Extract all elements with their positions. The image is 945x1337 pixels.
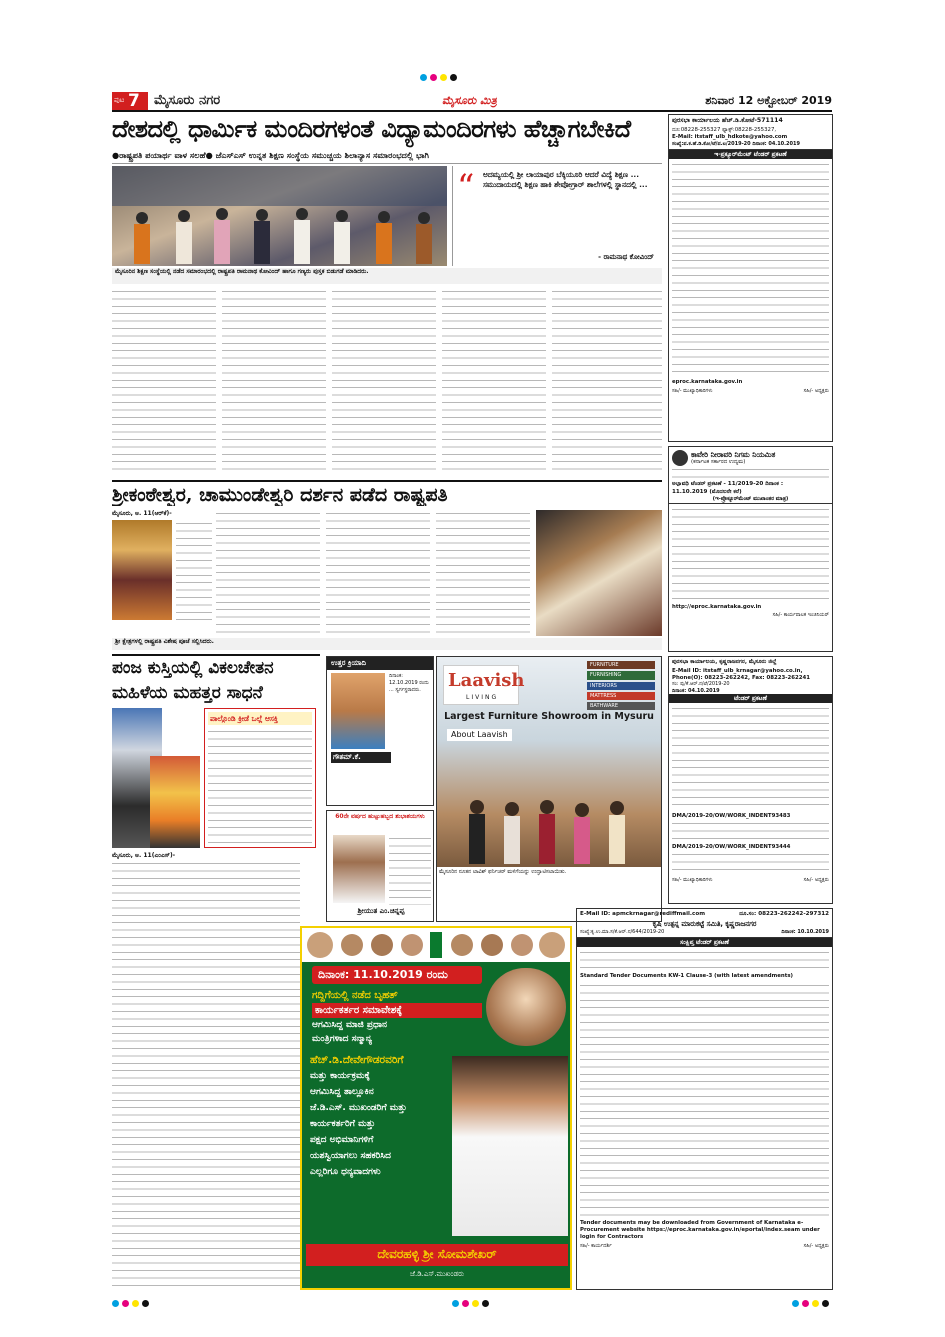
- political-line: ಯಶಸ್ವಿಯಾಗಲು ಸಹಕರಿಸಿದ: [310, 1151, 391, 1161]
- political-candidate-photo: [452, 1056, 568, 1236]
- tender-notice-3: [668, 656, 833, 904]
- registration-marks-top: [420, 74, 520, 82]
- tender2-sign: ಸಹಿ/- ಕಾರ್ಯಪಾಲಕ ಇಂಜಿನಿಯರ್: [772, 612, 829, 619]
- story2-dateline: ಮೈಸೂರು, ಅ. 11(ಆರ್‌ಕೆ)-: [112, 510, 172, 517]
- birthday-name: ಶ್ರೀಯುತ ಎಂ.ಚಿನ್ನಪ್ಪ: [357, 907, 405, 915]
- tender1-email: E-Mail: itstaff_ulb_hdkote@yahoo.com: [672, 133, 788, 140]
- tender1-office: ಪುರಸಭಾ ಕಾರ್ಯಾಲಯ ಹೆಚ್.ಡಿ.ಕೋಟೆ-571114: [672, 117, 783, 124]
- tender3-ref: ಸಂ: ಪು/ಕೆ.ಆರ್.ನ/ಟೆ/2019-20: [672, 681, 730, 688]
- political-line: ಜೆ.ಡಿ.ಎಸ್. ಮುಖಂಡರಿಗೆ ಮತ್ತು: [310, 1103, 407, 1113]
- quote-mark-icon: “: [457, 167, 475, 207]
- political-line: ಕಾರ್ಯಕರ್ತರ ಸಮಾವೇಶಕ್ಕೆ: [312, 1003, 482, 1018]
- lead-caption: ಮೈಸೂರಿನ ಶಿಕ್ಷಣ ಸಂಸ್ಥೆಯಲ್ಲಿ ನಡೆದ ಸಮಾರಂಭದಲ್ಲಿ ರಾಷ್ಟ್ರಪತಿ ರಾಮನಾಥ ಕೋವಿಂದ್ ಹಾಗೂ ಗಣ್ಯರು ಪುಸ್ತಕ ಬಿಡುಗಡೆ ಮಾಡಿದರು.: [112, 268, 662, 284]
- tender3-date: ದಿನಾಂಕ: 04.10.2019: [672, 687, 720, 694]
- furniture-logo: [443, 665, 525, 705]
- furniture-ad: [436, 656, 662, 922]
- tender4-date: ದಿನಾಂಕ: 10.10.2019: [781, 929, 829, 936]
- page-number: 7: [128, 92, 140, 110]
- birthday-title: 60ನೇ ವರ್ಷದ ಹುಟ್ಟುಹಬ್ಬದ ಶುಭಾಶಯಗಳು: [335, 813, 425, 820]
- tender1-sign2: ಸಹಿ/- ಅಧ್ಯಕ್ಷರು: [803, 387, 829, 394]
- political-sub: ಜೆ.ಡಿ.ಎಸ್.ಮುಖಂಡರು: [409, 1270, 465, 1278]
- story3-dateline: ಮೈಸೂರು, ಅ. 11(ಎಂಎಸ್)-: [112, 852, 176, 859]
- story2-body-col-3: [436, 510, 530, 652]
- tender4-title: ಸಂಕ್ಷಿಪ್ತ ಟೆಂಡರ್ ಪ್ರಕಟಣೆ: [577, 938, 832, 948]
- lead-photo: [112, 166, 447, 266]
- furniture-brand: Laavish: [448, 670, 525, 691]
- story2-body-col-2: [326, 510, 430, 652]
- furniture-menu: [587, 661, 655, 710]
- tender4-email: E-Mail ID: apmckrnagar@rediffmail.com: [580, 911, 706, 917]
- tender2-notice: ಅಲ್ಪಾವಧಿ ಟೆಂಡರ್ ಪ್ರಕಟಣೆ - 11/2019-20 ದಿನಾಂಕ :: [672, 481, 784, 487]
- registration-marks-bottom: [112, 1300, 832, 1308]
- furniture-menu-item: MATTRESS: [587, 692, 655, 700]
- tender2-url: http://eproc.karnataka.gov.in: [672, 603, 762, 610]
- tender-notice-4: [576, 908, 833, 1290]
- lead-body-col-4: [442, 288, 546, 476]
- story3-box-title: ಪಾಲ್ಗೊಂಡಿ ಕ್ರೀಡೆ ಒಲ್ಲೆ ಆಸಕ್ತಿ: [208, 712, 312, 725]
- furniture-menu-item: INTERIORS: [587, 682, 655, 690]
- tender1-ref: ಸಂಖ್ಯೆ:ಪ.ಕ.ಹೆ.ಡಿ.ಕೋ/ಟೆ/ಪ.ಟ/2019-20 ದಿನಾಂಕ: 04.10.2019: [669, 140, 832, 149]
- tender2-notice3: (ಇ-ಪ್ರೊಕ್ಯೂರ್‌ಮೆಂಟ್ ಮುಖಾಂತರ ಮಾತ್ರ): [669, 496, 832, 504]
- tender3-email: E-Mail ID: itstaff_ulb_krnagar@yahoo.co.in,: [672, 667, 803, 674]
- section-title: ಮೈಸೂರು ನಗರ: [154, 93, 221, 108]
- tender4-sign2: ಸಹಿ/- ಅಧ್ಯಕ್ಷರು: [803, 1242, 829, 1249]
- story2-photo-left: [112, 510, 212, 620]
- political-lines-bottom: [310, 1052, 450, 1180]
- tender-notice-1: [668, 114, 833, 442]
- political-line: ಹೆಚ್.ಡಿ.ದೇವೇಗೌಡರವರಿಗೆ: [310, 1054, 404, 1066]
- lead-photo-figures: [112, 166, 447, 266]
- birthday-photo: [333, 835, 385, 903]
- tender2-notice2: 11.10.2019 (ಮೊದಲನೇ ಕರೆ): [672, 488, 742, 495]
- political-line: ಮತ್ತು ಕಾರ್ಯಕ್ರಮಕ್ಕೆ: [310, 1071, 370, 1081]
- issue-date: ಶನಿವಾರ 12 ಅಕ್ಟೋಬರ್ 2019: [705, 94, 832, 107]
- masthead: [112, 90, 832, 112]
- lead-body-col-3: [332, 288, 436, 476]
- political-line: ಪಕ್ಷದ ಅಭಿಮಾನಿಗಳಿಗೆ: [310, 1135, 374, 1145]
- tender3-office: ಪುರಸಭಾ ಕಾರ್ಯಾಲಯ, ಕೃಷ್ಣರಾಜನಗರ, ಮೈಸೂರು ಜಿಲ್ಲೆ: [672, 659, 777, 665]
- political-leader-photo: [486, 968, 566, 1046]
- tender4-ref: ಸಂಖ್ಯೆ:ಕೃ.ಉ.ಮಾ.ಸ/ಕೆ.ಆರ್.ನ/644/2019-20: [580, 929, 665, 936]
- tender1-title: ಇ-ಪ್ರಕ್ಯೂರ್‌ಮೆಂಟ್ ಟೆಂಡರ್ ಪ್ರಕಟಣೆ: [669, 150, 832, 160]
- story2-headline: ಶ್ರೀಕಂಠೇಶ್ವರ, ಚಾಮುಂಡೇಶ್ವರಿ ದರ್ಶನ ಪಡೆದ ರಾಷ್ಟ್ರಪತಿ: [112, 480, 662, 506]
- story2-caption: ಶ್ರೀ ಕ್ಷೇತ್ರಗಳಲ್ಲಿ ರಾಷ್ಟ್ರಪತಿ ವಿಶೇಷ ಪೂಜೆ ಸಲ್ಲಿಸಿದರು.: [112, 638, 662, 650]
- political-ad-header: [302, 928, 570, 962]
- furniture-about: About Laavish: [447, 729, 512, 741]
- tender4-office: ಕೃಷಿ ಉತ್ಪನ್ನ ಮಾರುಕಟ್ಟೆ ಸಮಿತಿ, ಕೃಷ್ಣರಾಜನಗರ: [652, 919, 757, 928]
- political-line: ಗದ್ದಿಗೆಯಲ್ಲಿ ನಡೆದ ಬೃಹತ್: [312, 990, 398, 1001]
- tender2-org-sub: (ಕರ್ನಾಟಕ ಸರ್ಕಾರದ ಉದ್ಯಮ): [691, 459, 746, 466]
- political-line: ಕಾರ್ಯಕರ್ತರಿಗೆ ಮತ್ತು: [310, 1119, 376, 1129]
- tender4-download: Tender documents may be downloaded from Government of Karnataka e-Procurement website https://eproc.karnataka.gov.in/eportal/index.seam under login for Contractors: [580, 1219, 820, 1240]
- lead-headline: ದೇಶದಲ್ಲಿ ಧಾರ್ಮಿಕ ಮಂದಿರಗಳಂತೆ ವಿದ್ಯಾಮಂದಿರಗಳು ಹೆಚ್ಚಾಗಬೇಕಿದೆ: [112, 114, 631, 143]
- story3-sidebar-box: [204, 708, 316, 848]
- quote-text: ಅದಮ್ಯಯಲ್ಲಿ ಶ್ರೀ ಲಾಯಾಪುರ ಬೆಕ್ಕಿಯೂರಿ ಆದರೆ ವಿದ್ಯೆ ಶಿಕ್ಷಣ ... ಸಮುದಾಯದಲ್ಲಿ ಶಿಕ್ಷಣ ಹಾಕಿ ಶೇವೋಗ್ರಾರ್ ಶಾಲೆಗಳಲ್ಲಿ ಸ್ಥಾನದಲ್ಲಿ ...: [483, 170, 648, 189]
- tender1-phone: ದೂ:08228-255327 ಫ್ಯಾಕ್ಸ್:08228-255327,: [672, 126, 777, 133]
- obituary-photo: [331, 673, 385, 749]
- story3-body: [112, 860, 300, 1290]
- page-label-box: [112, 92, 148, 110]
- story2-body-col-1: [216, 510, 320, 652]
- page-label: ಪುಟ: [114, 96, 125, 104]
- tender2-org: ಕಾವೇರಿ ನೀರಾವರಿ ನಿಗಮ ನಿಯಮಿತ: [691, 450, 776, 459]
- story2-temple-photo: [112, 520, 172, 620]
- story2-photo-right: [536, 510, 662, 636]
- political-lines-top: [312, 988, 482, 1046]
- tender1-url: eproc.karnataka.gov.in: [672, 379, 743, 385]
- obituary-text: ದಿನಾಂಕ: 12.10.2019 ರಂದು ... ಸ್ವರ್ಗಸ್ಥರಾದರು.: [389, 673, 429, 693]
- furniture-tagline: Largest Furniture Showroom in Mysuru: [444, 711, 654, 722]
- tender4-tender-doc: Standard Tender Documents KW-1 Clause-3 (with latest amendments): [580, 973, 793, 980]
- furniture-menu-item: FURNISHING: [587, 671, 655, 679]
- leaders-row: [302, 928, 570, 962]
- tender3-item2: DMA/2019-20/OW/WORK_INDENT93444: [672, 844, 791, 851]
- tender3-sign2: ಸಹಿ/- ಅಧ್ಯಕ್ಷರು: [803, 876, 829, 883]
- political-ad: [300, 926, 572, 1290]
- political-line: ಎಲ್ಲರಿಗೂ ಧನ್ಯವಾದಗಳು: [310, 1167, 381, 1177]
- lead-body-col-1: [112, 288, 216, 476]
- tender4-phone: ದೂ.ಸಂ: 08223-262242-297312: [739, 911, 829, 917]
- obituary-name: ಗೌತಮ್.ಕೆ.: [331, 752, 391, 763]
- political-line: ಆಗಮಿಸಿದ್ದ ತಾಲ್ಲೂಕಿನ: [310, 1087, 374, 1097]
- lead-body-col-2: [222, 288, 326, 476]
- furniture-brand-sub: LIVING: [466, 694, 499, 701]
- paper-name: ಮೈಸೂರು ಮಿತ್ರ: [442, 94, 497, 107]
- lead-subhead: ●ರಾಷ್ಟ್ರಪತಿ ಪಯಾರ್ಥ ವಾಳ ಸಲಹೆ● ಜೆಎಸ್‌ಎಸ್ ಉನ್ನತ ಶಿಕ್ಷಣ ಸಂಸ್ಥೆಯ ಸಮುಚ್ಚಯ ಶಿಲಾನ್ಯಾಸ ಸಮಾರಂಭದಲ್ಲಿ ಭಾಗಿ: [112, 150, 662, 164]
- political-name: ದೇವರಹಳ್ಳಿ ಶ್ರೀ ಸೋಮಶೇಖರ್: [306, 1244, 568, 1266]
- quote-author: - ರಾಮನಾಥ ಕೋವಿಂದ್: [598, 253, 654, 262]
- tender2-logo-icon: [672, 450, 688, 466]
- birthday-box: [326, 810, 434, 922]
- story3-headline: ಪಂಜ ಕುಸ್ತಿಯಲ್ಲಿ ವಿಕಲಚೇತನ ಮಹಿಳೆಯ ಮಹತ್ತರ ಸಾಧನೆ: [112, 654, 320, 706]
- furniture-menu-item: BATHWARE: [587, 702, 655, 710]
- political-date-line: ದಿನಾಂಕ: 11.10.2019 ರಂದು: [312, 966, 482, 984]
- tender3-title: ಟೆಂಡರ್ ಪ್ರಕಟಣೆ: [669, 694, 832, 704]
- furniture-menu-item: FURNITURE: [587, 661, 655, 669]
- tender4-sign: ಸಹಿ/- ಕಾರ್ಯದರ್ಶಿ: [580, 1242, 612, 1249]
- tender-notice-2: [668, 446, 833, 652]
- political-line: ಆಗಮಿಸಿದ್ದ ಮಾಜಿ ಪ್ರಧಾನ: [312, 1020, 388, 1030]
- furniture-caption: ಮೈಸೂರಿನ ನೂತನ ಲಾವಿಶ್ ಫರ್ನಿಚರ್ ಮಳಿಗೆಯನ್ನು ಉದ್ಘಾಟಿಸಲಾಯಿತು.: [439, 869, 567, 875]
- tender3-sign: ಸಹಿ/- ಮುಖ್ಯಾಧಿಕಾರಿಗಳು: [672, 876, 713, 883]
- political-line: ಮಂತ್ರಿಗಳಾದ ಸನ್ಮಾನ್ಯ: [312, 1034, 373, 1044]
- lead-body-col-5: [552, 288, 662, 476]
- tender1-sign: ಸಹಿ/- ಮುಖ್ಯಾಧಿಕಾರಿಗಳು: [672, 387, 713, 394]
- obituary-title: ಉತ್ತರ ಕ್ರಿಯಾದಿ: [327, 657, 433, 670]
- story3-photo-2: [150, 756, 200, 848]
- tender3-phone: Phone(O): 08223-262242, Fax: 08223-262241: [672, 674, 810, 681]
- furniture-people: [437, 777, 661, 867]
- quote-box: [452, 166, 662, 266]
- obituary-box: [326, 656, 434, 806]
- tender3-item1: DMA/2019-20/OW/WORK_INDENT93483: [672, 813, 791, 820]
